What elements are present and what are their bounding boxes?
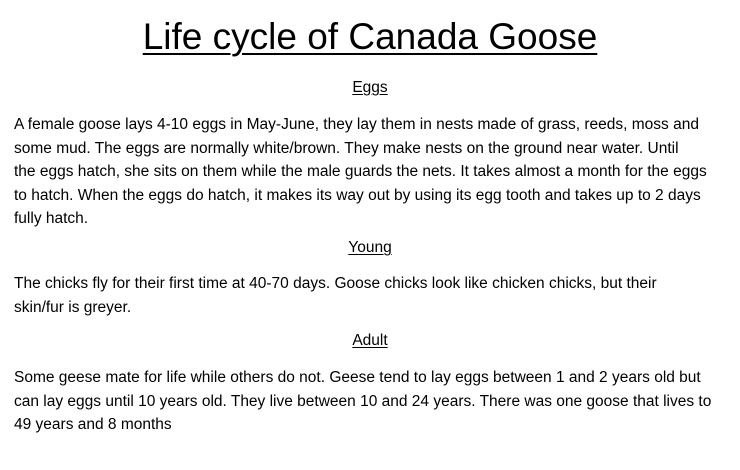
section-heading-young: Young xyxy=(348,239,392,256)
paragraph-line: The chicks fly for their first time at 40-70 days. Goose chicks look like chicken chicks, but their xyxy=(14,275,657,292)
paragraph-line: some mud. The eggs are normally white/brown. They make nests on the ground near water. Until xyxy=(14,139,679,157)
paragraph-line: skin/fur is greyer. xyxy=(14,298,132,316)
paragraph-line: fully hatch. xyxy=(14,210,89,227)
document-title: Life cycle of Canada Goose xyxy=(142,16,598,57)
section-heading-adult: Adult xyxy=(352,332,388,349)
paragraph-line: to hatch. When the eggs do hatch, it makes its way out by using its egg tooth and takes up to 2 days xyxy=(14,186,701,204)
section-paragraph-young xyxy=(14,272,726,319)
section-paragraph-eggs xyxy=(14,113,726,231)
paragraph-line: can lay eggs until 10 years old. They live between 10 and 24 years. There was one goose that lives to xyxy=(14,392,712,410)
paragraph-line: A female goose lays 4-10 eggs in May-June, they lay them in nests made of grass, reeds, moss and xyxy=(14,116,699,133)
section-paragraph-adult xyxy=(14,366,726,437)
paragraph-line: Some geese mate for life while others do not. Geese tend to lay eggs between 1 and 2 years old but xyxy=(14,369,701,386)
section-heading-eggs: Eggs xyxy=(352,79,388,96)
paragraph-line: 49 years and 8 months xyxy=(14,416,172,433)
paragraph-line: the eggs hatch, she sits on them while the male guards the nets. It takes almost a month for the eggs xyxy=(14,163,707,180)
